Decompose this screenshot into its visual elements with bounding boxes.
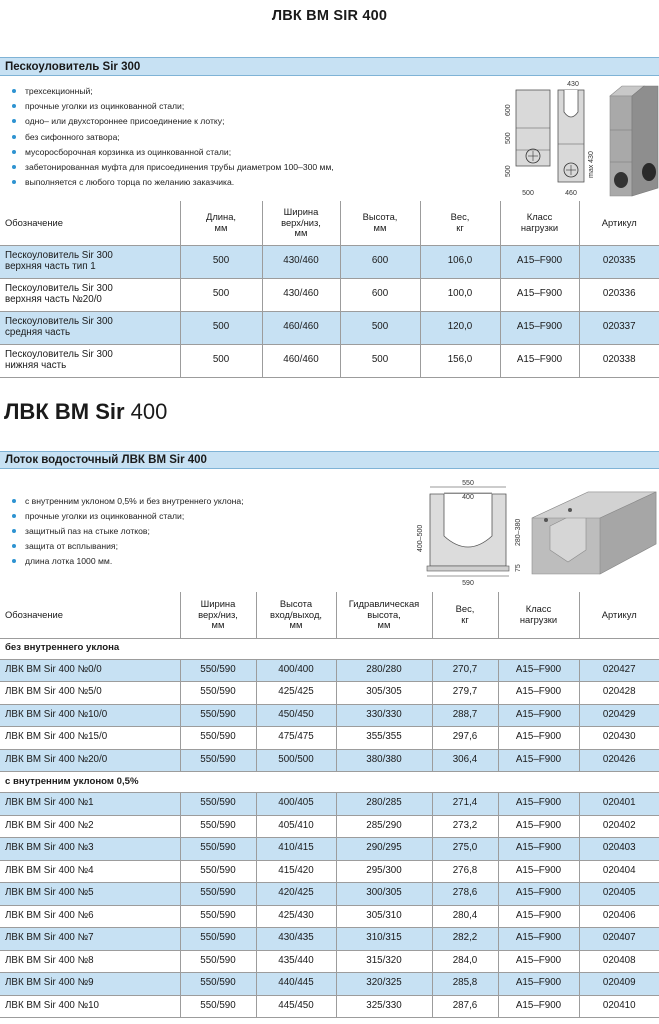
table-cell: А15–F900 — [498, 727, 579, 750]
table-cell: 106,0 — [420, 245, 500, 278]
table-cell: ЛВК ВМ Sir 400 №1 — [0, 793, 180, 816]
col-header-weight: Вес, кг — [432, 592, 498, 638]
designation-line: средняя часть — [5, 326, 71, 338]
table-row — [0, 682, 659, 705]
table-cell: 280/285 — [336, 793, 432, 816]
dim-label: 550 — [462, 480, 474, 487]
table-cell: 460/460 — [262, 344, 340, 377]
col-header-height: Высота, мм — [340, 201, 420, 245]
dim-label: 460 — [565, 190, 577, 197]
table-cell: 380/380 — [336, 749, 432, 772]
table-cell: 020426 — [579, 749, 659, 772]
table-cell: 550/590 — [180, 883, 256, 906]
group-title: без внутреннего уклона — [0, 638, 659, 659]
channel-table — [0, 592, 659, 1018]
col-header-load-class: Класс нагрузки — [498, 592, 579, 638]
table-cell: 500 — [180, 245, 262, 278]
col-header-article: Артикул — [601, 608, 637, 620]
table-row — [0, 704, 659, 727]
table-cell: 280,4 — [432, 905, 498, 928]
table-cell: 100,0 — [420, 278, 500, 311]
table-cell: 405/410 — [256, 815, 336, 838]
table-cell: ЛВК ВМ Sir 400 №0/0 — [0, 659, 180, 682]
table-cell: А15–F900 — [498, 838, 579, 861]
feature-item: прочные уголки из оцинкованной стали; — [10, 99, 390, 114]
col-header-width: Ширина верх/низ, мм — [180, 592, 256, 638]
table-cell: 425/430 — [256, 905, 336, 928]
table-cell: 020405 — [579, 883, 659, 906]
table-cell: 306,4 — [432, 749, 498, 772]
table-cell: 273,2 — [432, 815, 498, 838]
designation-line: Пескоуловитель Sir 300 — [5, 282, 113, 294]
table-cell: А15–F900 — [498, 860, 579, 883]
table-cell: 280/280 — [336, 659, 432, 682]
table-cell: 295/300 — [336, 860, 432, 883]
table-cell: 020409 — [579, 973, 659, 996]
designation-line: верхняя часть №20/0 — [5, 293, 102, 305]
table-cell: А15–F900 — [500, 344, 579, 377]
table-cell: 500 — [340, 344, 420, 377]
table-cell: 278,6 — [432, 883, 498, 906]
table-cell: 550/590 — [180, 838, 256, 861]
table-cell: 020404 — [579, 860, 659, 883]
col-header-width: Ширина верх/низ, мм — [262, 201, 340, 245]
table-cell: 020410 — [579, 995, 659, 1018]
table-cell: 020407 — [579, 928, 659, 951]
dim-label: 400 — [462, 494, 474, 501]
table-cell: 290/295 — [336, 838, 432, 861]
designation-line: Пескоуловитель Sir 300 — [5, 348, 113, 360]
table-cell: 284,0 — [432, 950, 498, 973]
dim-label: 280–380 — [515, 518, 522, 546]
table-cell: ЛВК ВМ Sir 400 №3 — [0, 838, 180, 861]
table-cell: 020427 — [579, 659, 659, 682]
table-row — [0, 245, 659, 278]
table-cell: 297,6 — [432, 727, 498, 750]
dim-label: 500 — [505, 132, 512, 144]
group-title: с внутренним уклоном 0,5% — [0, 772, 659, 793]
table-cell: А15–F900 — [500, 311, 579, 344]
table-cell: 500 — [340, 311, 420, 344]
table-cell: А15–F900 — [498, 905, 579, 928]
table-row — [0, 838, 659, 861]
col-header-hydraulic-height: Гидравлическая высота, мм — [336, 592, 432, 638]
channel-cross-section — [427, 494, 509, 571]
page-title: ЛВК ВМ SIR 400 — [271, 8, 388, 24]
table-cell: 282,2 — [432, 928, 498, 951]
dim-label: 500 — [522, 190, 534, 197]
feature-item: длина лотка 1000 мм. — [10, 554, 390, 569]
table-cell: А15–F900 — [498, 659, 579, 682]
table-cell: 020335 — [579, 245, 659, 278]
table-row — [0, 815, 659, 838]
table-cell: 410/415 — [256, 838, 336, 861]
table-cell: 430/460 — [262, 278, 340, 311]
table-cell: 415/420 — [256, 860, 336, 883]
table-cell: 400/400 — [256, 659, 336, 682]
channel-product-image — [532, 492, 656, 574]
col-header-article: Артикул — [601, 216, 637, 228]
feature-item: прочные уголки из оцинкованной стали; — [10, 509, 390, 524]
table-cell: 445/450 — [256, 995, 336, 1018]
table-cell: 440/445 — [256, 973, 336, 996]
table-cell: 460/460 — [262, 311, 340, 344]
table-cell: 500 — [180, 278, 262, 311]
feature-item: с внутренним уклоном 0,5% и без внутреннего уклона; — [10, 494, 390, 509]
table-cell: 020406 — [579, 905, 659, 928]
table-cell: 435/440 — [256, 950, 336, 973]
table-row — [0, 749, 659, 772]
sand-trap-table — [0, 201, 659, 378]
feature-item: забетонированная муфта для присоединения трубы диаметром 100–300 мм, — [10, 160, 390, 175]
feature-item: защитный паз на стыке лотков; — [10, 524, 390, 539]
table-cell: А15–F900 — [498, 815, 579, 838]
table-cell: 550/590 — [180, 815, 256, 838]
table-cell: 550/590 — [180, 793, 256, 816]
table-cell: 600 — [340, 278, 420, 311]
table-cell: 550/590 — [180, 704, 256, 727]
table-cell: 285/290 — [336, 815, 432, 838]
sand-trap-drawing — [498, 78, 659, 200]
table-row — [0, 860, 659, 883]
table-cell: 325/330 — [336, 995, 432, 1018]
table-cell: 020402 — [579, 815, 659, 838]
dim-label: 400–500 — [417, 524, 424, 552]
table-cell: 120,0 — [420, 311, 500, 344]
table-row — [0, 973, 659, 996]
table-cell: ЛВК ВМ Sir 400 №4 — [0, 860, 180, 883]
table-cell: 288,7 — [432, 704, 498, 727]
feature-item: защита от всплывания; — [10, 539, 390, 554]
section-band-channel: Лоток водосточный ЛВК ВМ Sir 400 — [0, 451, 659, 469]
table-cell: 550/590 — [180, 727, 256, 750]
table-row — [0, 995, 659, 1018]
row-designation — [0, 344, 180, 377]
col-header-height: Высота вход/выход, мм — [256, 592, 336, 638]
table-cell: 300/305 — [336, 883, 432, 906]
feature-item: без сифонного затвора; — [10, 130, 390, 145]
table-cell: ЛВК ВМ Sir 400 №10/0 — [0, 704, 180, 727]
table-cell: ЛВК ВМ Sir 400 №9 — [0, 973, 180, 996]
feature-item-continuation: выполняется с любого торца по желанию заказчика. — [10, 175, 390, 190]
table-cell: А15–F900 — [498, 682, 579, 705]
feature-list-sand-trap — [10, 84, 390, 190]
group-header-row — [0, 638, 659, 659]
table-cell: 355/355 — [336, 727, 432, 750]
table-cell: 020338 — [579, 344, 659, 377]
table-cell: 271,4 — [432, 793, 498, 816]
dim-label: 600 — [505, 104, 512, 116]
table-cell: 320/325 — [336, 973, 432, 996]
col-header-designation: Обозначение — [0, 201, 180, 245]
table-cell: А15–F900 — [498, 749, 579, 772]
table-cell: 020428 — [579, 682, 659, 705]
table-cell: 020429 — [579, 704, 659, 727]
table-cell: 020401 — [579, 793, 659, 816]
row-designation — [0, 311, 180, 344]
feature-item: трехсекционный; — [10, 84, 390, 99]
table-cell: 287,6 — [432, 995, 498, 1018]
designation-line: нижняя часть — [5, 359, 67, 371]
table-cell: 550/590 — [180, 905, 256, 928]
table-cell: 500 — [180, 344, 262, 377]
table-cell: 550/590 — [180, 950, 256, 973]
table-cell: 330/330 — [336, 704, 432, 727]
table-cell: 550/590 — [180, 973, 256, 996]
table-cell: 475/475 — [256, 727, 336, 750]
table-row — [0, 344, 659, 377]
table-cell: 500 — [180, 311, 262, 344]
channel-drawing — [410, 474, 659, 590]
dim-label: 430 — [567, 81, 579, 88]
table-cell: 020403 — [579, 838, 659, 861]
table-cell: 275,0 — [432, 838, 498, 861]
table-cell: 430/435 — [256, 928, 336, 951]
table-cell: 550/590 — [180, 860, 256, 883]
table-cell: А15–F900 — [500, 245, 579, 278]
table-cell: ЛВК ВМ Sir 400 №7 — [0, 928, 180, 951]
table-cell: 450/450 — [256, 704, 336, 727]
table-row — [0, 278, 659, 311]
table-cell: 285,8 — [432, 973, 498, 996]
table-cell: А15–F900 — [498, 883, 579, 906]
table-cell: А15–F900 — [498, 704, 579, 727]
table-cell: ЛВК ВМ Sir 400 №5 — [0, 883, 180, 906]
table-cell: ЛВК ВМ Sir 400 №8 — [0, 950, 180, 973]
table-cell: 315/320 — [336, 950, 432, 973]
table-row — [0, 793, 659, 816]
table-cell: 550/590 — [180, 928, 256, 951]
table-row — [0, 311, 659, 344]
dim-label: 500 — [505, 165, 512, 177]
col-header-weight: Вес, кг — [420, 201, 500, 245]
table-cell: 270,7 — [432, 659, 498, 682]
col-header-length: Длина, мм — [180, 201, 262, 245]
dim-label: max 430 — [588, 151, 595, 178]
table-row — [0, 905, 659, 928]
table-cell: 430/460 — [262, 245, 340, 278]
table-cell: 600 — [340, 245, 420, 278]
designation-line: верхняя часть тип 1 — [5, 260, 96, 272]
table-cell: А15–F900 — [498, 950, 579, 973]
table-cell: 550/590 — [180, 659, 256, 682]
table-cell: 020336 — [579, 278, 659, 311]
table-cell: ЛВК ВМ Sir 400 №2 — [0, 815, 180, 838]
table-row — [0, 727, 659, 750]
table-cell: 020337 — [579, 311, 659, 344]
table-cell: 550/590 — [180, 995, 256, 1018]
series-title: ЛВК ВМ Sir 400 — [4, 399, 168, 424]
table-cell: 550/590 — [180, 682, 256, 705]
table-cell: А15–F900 — [498, 995, 579, 1018]
sand-trap-product-image — [610, 86, 658, 196]
table-cell: 420/425 — [256, 883, 336, 906]
table-cell: А15–F900 — [498, 793, 579, 816]
table-cell: ЛВК ВМ Sir 400 №5/0 — [0, 682, 180, 705]
feature-item: одно– или двухстороннее присоединение к лотку; — [10, 114, 390, 129]
table-cell: 305/305 — [336, 682, 432, 705]
row-designation — [0, 278, 180, 311]
table-row — [0, 928, 659, 951]
row-designation — [0, 245, 180, 278]
table-cell: 305/310 — [336, 905, 432, 928]
table-row — [0, 659, 659, 682]
table-cell: 400/405 — [256, 793, 336, 816]
dim-label: 75 — [515, 564, 522, 572]
table-cell: 020430 — [579, 727, 659, 750]
table-row — [0, 883, 659, 906]
table-cell: ЛВК ВМ Sir 400 №6 — [0, 905, 180, 928]
col-header-load-class: Класс нагрузки — [500, 201, 579, 245]
table-row — [0, 950, 659, 973]
table-cell: 276,8 — [432, 860, 498, 883]
table-cell: ЛВК ВМ Sir 400 №15/0 — [0, 727, 180, 750]
table-cell: 310/315 — [336, 928, 432, 951]
table-cell: 550/590 — [180, 749, 256, 772]
designation-line: Пескоуловитель Sir 300 — [5, 315, 113, 327]
dim-label: 590 — [462, 580, 474, 587]
section-band-sand-trap: Пескоуловитель Sir 300 — [0, 57, 659, 76]
feature-list-channel — [10, 494, 390, 569]
table-cell: А15–F900 — [500, 278, 579, 311]
table-cell: 425/425 — [256, 682, 336, 705]
designation-line: Пескоуловитель Sir 300 — [5, 249, 113, 261]
table-cell: А15–F900 — [498, 973, 579, 996]
table-cell: 156,0 — [420, 344, 500, 377]
table-cell: ЛВК ВМ Sir 400 №20/0 — [0, 749, 180, 772]
table-cell: 020408 — [579, 950, 659, 973]
table-cell: ЛВК ВМ Sir 400 №10 — [0, 995, 180, 1018]
table-cell: А15–F900 — [498, 928, 579, 951]
feature-item: мусоросборочная корзинка из оцинкованной стали; — [10, 145, 390, 160]
table-cell: 500/500 — [256, 749, 336, 772]
col-header-designation: Обозначение — [0, 592, 180, 638]
group-header-row — [0, 772, 659, 793]
table-cell: 279,7 — [432, 682, 498, 705]
